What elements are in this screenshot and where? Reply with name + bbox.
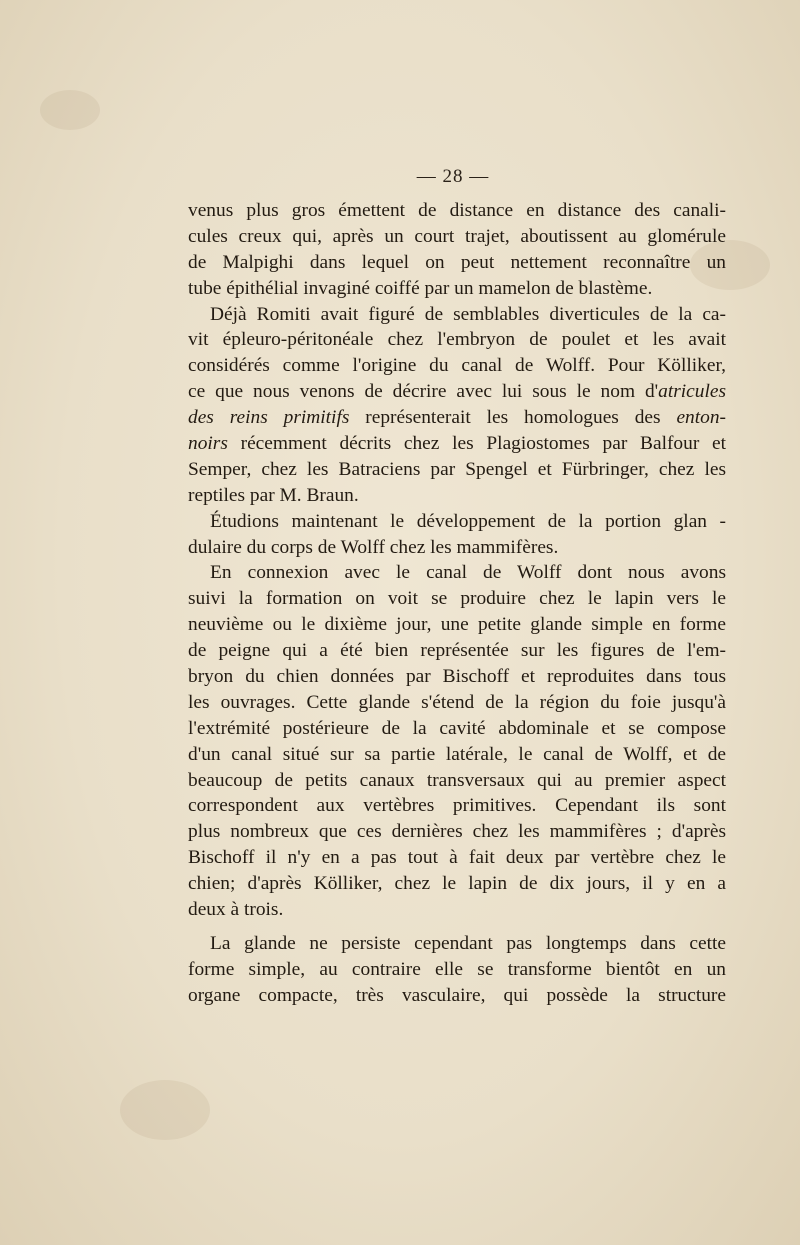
text-run: ce que nous venons de décrire avec lui sous le nom d' [188, 381, 659, 403]
text-line-mixed [188, 431, 726, 457]
text-line: plus nombreux que ces dernières chez les mammifères ; d'après [188, 821, 726, 843]
text-line: La glande ne persiste cependant pas longtemps dans cette [210, 932, 726, 954]
text-run: récemment décrits chez les Plagiostomes par Balfour et [227, 433, 726, 455]
italic-term: des reins primitifs [188, 407, 350, 429]
text-line: de peigne qui a été bien représentée sur les figures de l'em- [188, 640, 726, 662]
text-line: Semper, chez les Batraciens par Spengel et Fürbringer, chez les [188, 458, 726, 480]
page-number: — 28 — [416, 166, 490, 187]
text-line: Étudions maintenant le développement de la portion glan - [210, 510, 726, 532]
text-line: reptiles par M. Braun. [188, 484, 359, 506]
text-line: cules creux qui, après un court trajet, aboutissent au glomérule [188, 225, 726, 247]
text-line: venus plus gros émettent de distance en distance des canali- [188, 200, 726, 221]
italic-term: noirs [188, 433, 228, 455]
text-line: chien; d'après Kölliker, chez le lapin de dix jours, il y en a [188, 873, 726, 895]
text-line: Bischoff il n'y en a pas tout à fait deux par vertèbre chez le [188, 847, 726, 869]
foxing-stain [40, 90, 100, 130]
body-text [188, 198, 726, 1009]
text-line: bryon du chien données par Bischoff et reproduites dans tous [188, 666, 726, 688]
text-line: de Malpighi dans lequel on peut nettement reconnaître un [188, 251, 726, 273]
text-line: En connexion avec le canal de Wolff dont nous avons [210, 562, 726, 584]
text-line: tube épithélial invaginé coiffé par un mamelon de blastème. [188, 277, 653, 299]
text-line: Déjà Romiti avait figuré de semblables diverticules de la ca- [210, 303, 726, 325]
text-line-mixed [188, 405, 726, 431]
text-line: considérés comme l'origine du canal de Wolff. Pour Kölliker, [188, 355, 726, 377]
text-line: correspondent aux vertèbres primitives. Cependant ils sont [188, 795, 726, 817]
text-line: vit épleuro-péritonéale chez l'embryon de poulet et les avait [188, 329, 726, 351]
text-run: représenterait les homologues des [349, 407, 677, 429]
foxing-stain [120, 1080, 210, 1140]
text-line: d'un canal situé sur sa partie latérale, le canal de Wolff, et de [188, 743, 726, 765]
text-line: deux à trois. [188, 899, 284, 921]
paragraph-gap [188, 923, 726, 931]
text-line: dulaire du corps de Wolff chez les mammifères. [188, 536, 559, 558]
italic-term: enton- [676, 407, 726, 429]
text-line: neuvième ou le dixième jour, une petite glande simple en forme [188, 614, 726, 636]
text-line: l'extrémité postérieure de la cavité abdominale et se compose [188, 717, 726, 739]
text-line: les ouvrages. Cette glande s'étend de la région du foie jusqu'à [188, 691, 726, 713]
italic-term: atricules [658, 381, 726, 403]
text-line: suivi la formation on voit se produire chez le lapin vers le [188, 588, 726, 610]
text-line: organe compacte, très vasculaire, qui possède la structure [188, 984, 726, 1006]
text-line-mixed [188, 379, 726, 405]
text-line: forme simple, au contraire elle se transforme bientôt en un [188, 958, 726, 980]
text-line: beaucoup de petits canaux transversaux qui au premier aspect [188, 769, 726, 791]
